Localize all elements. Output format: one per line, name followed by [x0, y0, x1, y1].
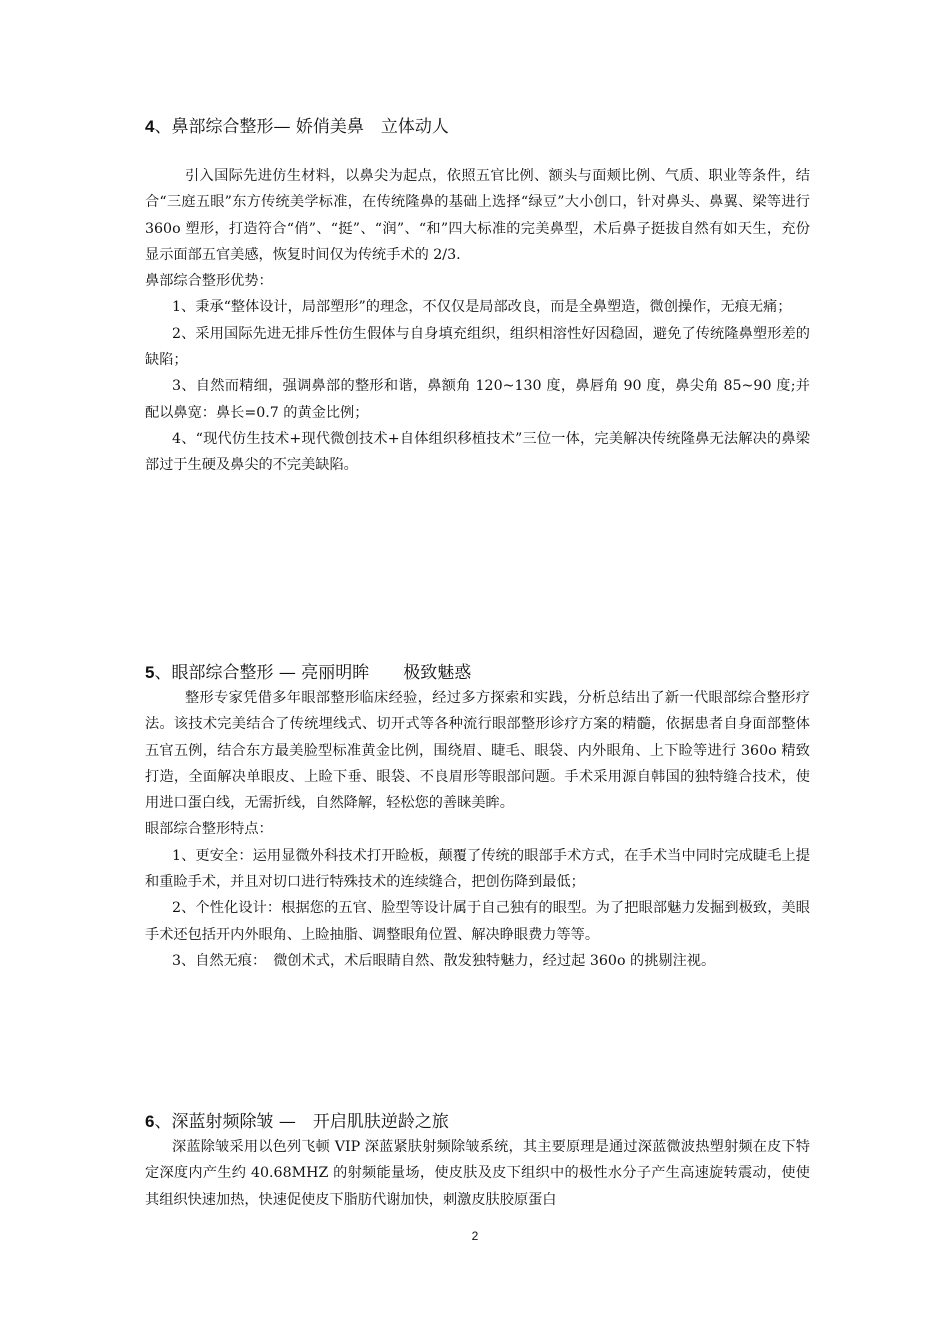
section-heading — [145, 1108, 810, 1136]
intro-paragraph: 深蓝除皱采用以色列飞顿 VIP 深蓝紧肤射频除皱系统，其主要原理是通过深蓝微波热塑射频在皮下特定深度内产生约 40.68MHZ 的射频能量场，使皮肤及皮下组织中的极性水分子产生高速旋转震动，使使其组织快速加热，快速促使皮下脂肪代谢加快，刺激皮肤胶原蛋白 — [145, 1139, 810, 1208]
section-heading — [145, 659, 810, 687]
list-item: 1、更安全：运用显微外科技术打开睑板，颠覆了传统的眼部手术方式，在手术当中同时完成睫毛上提和重睑手术，并且对切口进行特殊技术的连续缝合，把创伤降到最低； — [145, 847, 810, 891]
section-nose-body — [145, 163, 810, 479]
list-item: 3、自然而精细，强调鼻部的整形和谐，鼻额角 120~130 度，鼻唇角 90 度，鼻尖角 85~90 度;并配以鼻宽：鼻长=0.7 的黄金比例； — [145, 378, 810, 421]
section-nose — [145, 113, 810, 141]
intro-paragraph: 整形专家凭借多年眼部整形临床经验，经过多方探索和实践，分析总结出了新一代眼部综合整形疗法。该技术完美结合了传统埋线式、切开式等各种流行眼部整形诊疗方案的精髓，依据患者自身面部整体五官五例，结合东方最美脸型标准黄金比例，围绕眉、睫毛、眼袋、内外眼角、上下睑等进行 360o 精致打造，全面解决单眼皮、上睑下垂、眼袋、不良眉形等眼部问题。手术采用源自韩国的独特缝合技术，使用进口蛋白线，无需折线，自然降解，轻松您的善睐美眸。 — [145, 690, 810, 812]
list-item: 2、采用国际先进无排斥性仿生假体与自身填充组织，组织相溶性好因稳固，避免了传统隆鼻塑形差的缺陷； — [145, 325, 810, 369]
list-heading: 鼻部综合整形优势： — [145, 273, 273, 290]
section-heading — [145, 113, 810, 141]
section-eye — [145, 659, 810, 687]
section-number: 4 — [145, 117, 155, 136]
list-item: 4、“现代仿生技术+现代微创技术+自体组织移植技术”三位一体，完美解决传统隆鼻无法解决的鼻梁部过于生硬及鼻尖的不完美缺陷。 — [145, 430, 810, 474]
section-title: 、眼部综合整形 — 亮丽明眸 极致魅惑 — [154, 663, 472, 683]
section-title: 、鼻部综合整形— 娇俏美鼻 立体动人 — [154, 117, 449, 137]
section-eye-body — [145, 685, 810, 974]
page-number: 2 — [471, 1229, 479, 1243]
section-number: 6 — [145, 1112, 155, 1131]
list-item: 1、秉承“整体设计，局部塑形”的理念，不仅仅是局部改良，而是全鼻塑造，微创操作，无痕无痛； — [172, 299, 792, 316]
section-number: 5 — [145, 663, 155, 682]
list-heading: 眼部综合整形特点： — [145, 821, 273, 838]
section-rf — [145, 1108, 810, 1136]
section-rf-body — [145, 1134, 810, 1213]
section-title: 、深蓝射频除皱 — 开启肌肤逆龄之旅 — [154, 1112, 449, 1132]
list-item: 3、自然无痕： 微创术式，术后眼睛自然、散发独特魅力，经过起 360o 的挑剔注视。 — [172, 952, 716, 969]
list-item: 2、个性化设计：根据您的五官、脸型等设计属于自己独有的眼型。为了把眼部魅力发掘到极致，美眼手术还包括开内外眼角、上睑抽脂、调整眼角位置、解决睁眼费力等等。 — [145, 900, 810, 943]
intro-paragraph: 引入国际先进仿生材料，以鼻尖为起点，依照五官比例、额头与面颊比例、气质、职业等条件，结合“三庭五眼”东方传统美学标准，在传统隆鼻的基础上选择“绿豆”大小创口，针对鼻头、鼻翼、梁等进行 360o 塑形，打造符合“俏”、“挺”、“润”、“和”四大标准的完美鼻型，术后鼻子挺拔自然有如天生，充份显示面部五官美感，恢复时间仅为传统手术的 2/3. — [145, 168, 810, 263]
